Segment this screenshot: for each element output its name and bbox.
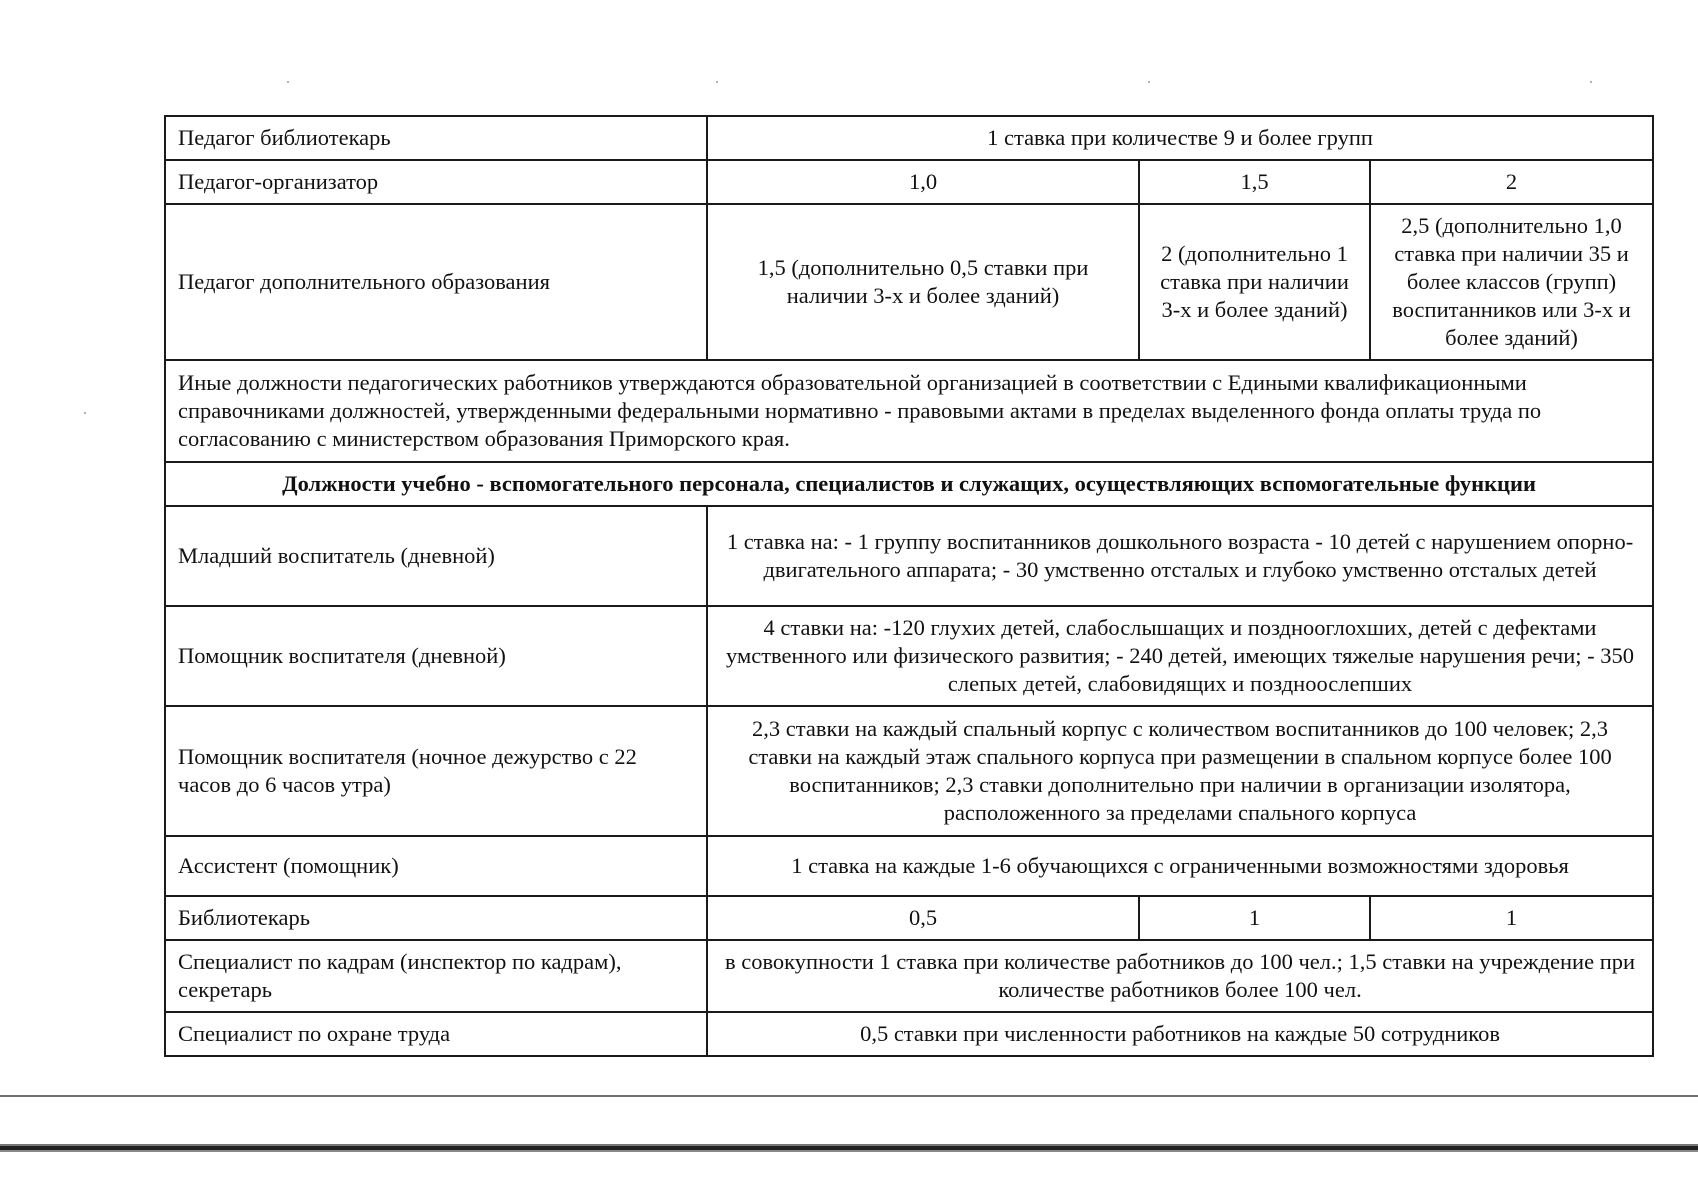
scan-speck (287, 81, 289, 83)
scan-speck (84, 412, 86, 414)
position-cell: Младший воспитатель (дневной) (165, 506, 707, 606)
staffing-norms-table (164, 115, 1654, 1057)
table-row (165, 836, 1653, 896)
norm-cell: 4 ставки на: -120 глухих детей, слабослышащих и позднооглохших, детей с дефектами умственного или физического развития; - 240 детей, имеющих тяжелые нарушения речи; - 350 слепых детей, слабовидящих и поздноослепших (707, 606, 1653, 706)
table-row (165, 940, 1653, 1012)
norm-cell: 1 ставка на: - 1 группу воспитанников дошкольного возраста - 10 детей с нарушением опорно-двигательного аппарата; - 30 умственно отсталых и глубоко умственно отсталых детей (707, 506, 1653, 606)
norm-cell: 1 (1370, 896, 1653, 940)
norm-cell: 2,3 ставки на каждый спальный корпус с количеством воспитанников до 100 человек; 2,3 ставки на каждый этаж спального корпуса при размещении в спальном корпусе более 100 воспитанников; 2,3 ставки дополнительно при наличии в организации изолятора, расположенного за пределами спального корпуса (707, 706, 1653, 836)
table-row (165, 896, 1653, 940)
norm-cell: 1 ставка при количестве 9 и более групп (707, 116, 1653, 160)
table-row (165, 1012, 1653, 1056)
section-header: Должности учебно - вспомогательного персонала, специалистов и служащих, осуществляющих вспомогательные функции (165, 462, 1653, 506)
table-row (165, 506, 1653, 606)
table-row (165, 160, 1653, 204)
note-cell: Иные должности педагогических работников утверждаются образовательной организацией в соответствии с Едиными квалификационными справочниками должностей, утвержденными федеральными нормативно - правовыми актами в пределах выделенного фонда оплаты труда по согласованию с министерством образования Приморского края. (165, 360, 1653, 462)
page-edge-rule (0, 1144, 1698, 1152)
position-cell: Ассистент (помощник) (165, 836, 707, 896)
position-cell: Специалист по кадрам (инспектор по кадрам), секретарь (165, 940, 707, 1012)
norm-cell: 1 ставка на каждые 1-6 обучающихся с ограниченными возможностями здоровья (707, 836, 1653, 896)
table-row (165, 116, 1653, 160)
scan-speck (1148, 81, 1150, 83)
position-cell: Помощник воспитателя (дневной) (165, 606, 707, 706)
norm-cell: 2,5 (дополнительно 1,0 ставка при наличии 35 и более классов (групп) воспитанников или 3-х и более зданий) (1370, 204, 1653, 360)
position-cell: Педагог-организатор (165, 160, 707, 204)
norm-cell: 0,5 ставки при численности работников на каждые 50 сотрудников (707, 1012, 1653, 1056)
norm-cell: 2 (1370, 160, 1653, 204)
table-row (165, 462, 1653, 506)
table-row (165, 706, 1653, 836)
position-cell: Педагог дополнительного образования (165, 204, 707, 360)
scan-speck (1590, 81, 1592, 83)
norm-cell: 1 (1139, 896, 1370, 940)
norm-cell: в совокупности 1 ставка при количестве работников до 100 чел.; 1,5 ставки на учреждение при количестве работников более 100 чел. (707, 940, 1653, 1012)
position-cell: Педагог библиотекарь (165, 116, 707, 160)
table-row (165, 204, 1653, 360)
position-cell: Библиотекарь (165, 896, 707, 940)
norm-cell: 2 (дополнительно 1 ставка при наличии 3-х и более зданий) (1139, 204, 1370, 360)
position-cell: Специалист по охране труда (165, 1012, 707, 1056)
norm-cell: 1,0 (707, 160, 1139, 204)
norm-cell: 1,5 (дополнительно 0,5 ставки при наличии 3-х и более зданий) (707, 204, 1139, 360)
position-cell: Помощник воспитателя (ночное дежурство с 22 часов до 6 часов утра) (165, 706, 707, 836)
scan-speck (716, 81, 718, 83)
norm-cell: 0,5 (707, 896, 1139, 940)
norm-cell: 1,5 (1139, 160, 1370, 204)
page-divider (0, 1095, 1698, 1097)
table-row (165, 360, 1653, 462)
table-row (165, 606, 1653, 706)
